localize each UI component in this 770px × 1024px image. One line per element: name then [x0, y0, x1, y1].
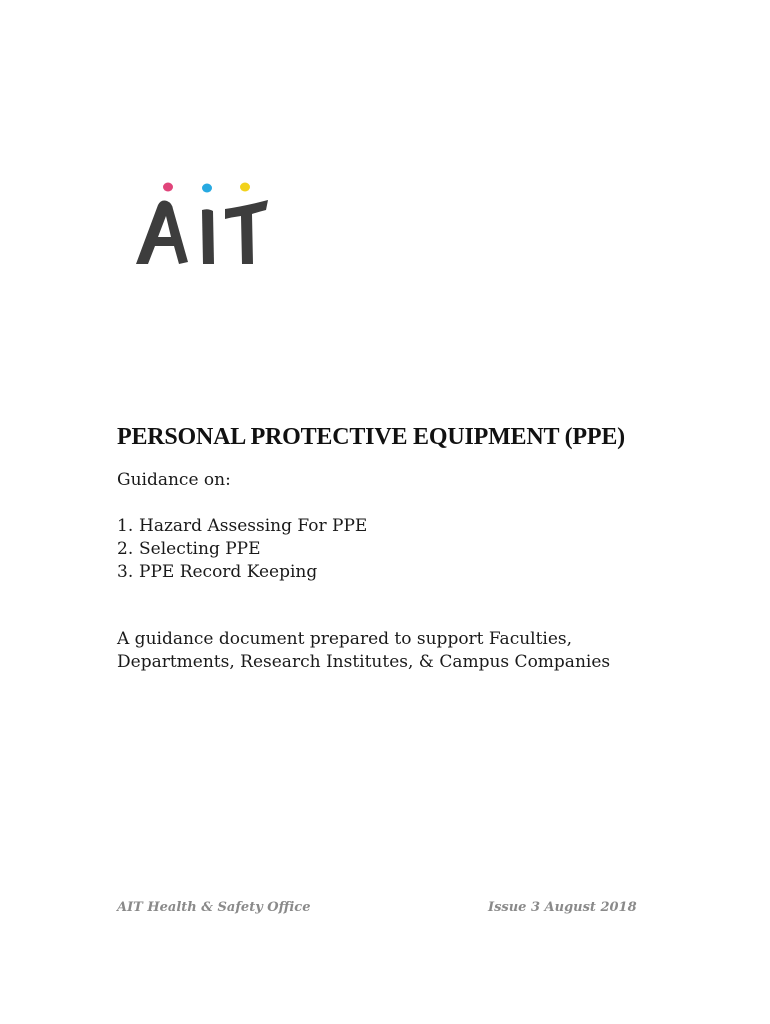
- logo-letter-i: [202, 209, 214, 264]
- logo-dot-yellow: [240, 183, 250, 192]
- topic-number: 2.: [117, 539, 134, 559]
- topic-item: [117, 561, 367, 584]
- topic-list: [117, 515, 367, 584]
- footer-office: AIT Health & Safety Office: [117, 900, 311, 915]
- topic-number: 1.: [117, 516, 134, 536]
- topic-item: [117, 538, 367, 561]
- ait-logo: [130, 178, 275, 273]
- document-title: PERSONAL PROTECTIVE EQUIPMENT (PPE): [117, 424, 625, 450]
- topic-label: Selecting PPE: [139, 539, 261, 559]
- topic-number: 3.: [117, 562, 134, 582]
- guidance-label: Guidance on:: [117, 470, 231, 490]
- logo-dot-blue: [202, 184, 212, 193]
- topic-label: PPE Record Keeping: [139, 562, 318, 582]
- logo-dot-pink: [163, 183, 173, 192]
- topic-label: Hazard Assessing For PPE: [139, 516, 368, 536]
- topic-item: [117, 515, 367, 538]
- footer-issue: Issue 3 August 2018: [488, 900, 637, 915]
- logo-letter-t: [225, 200, 268, 264]
- logo-letter-a: [136, 201, 188, 265]
- document-description: A guidance document prepared to support Faculties, Departments, Research Institutes, & Campus Companies: [117, 629, 611, 672]
